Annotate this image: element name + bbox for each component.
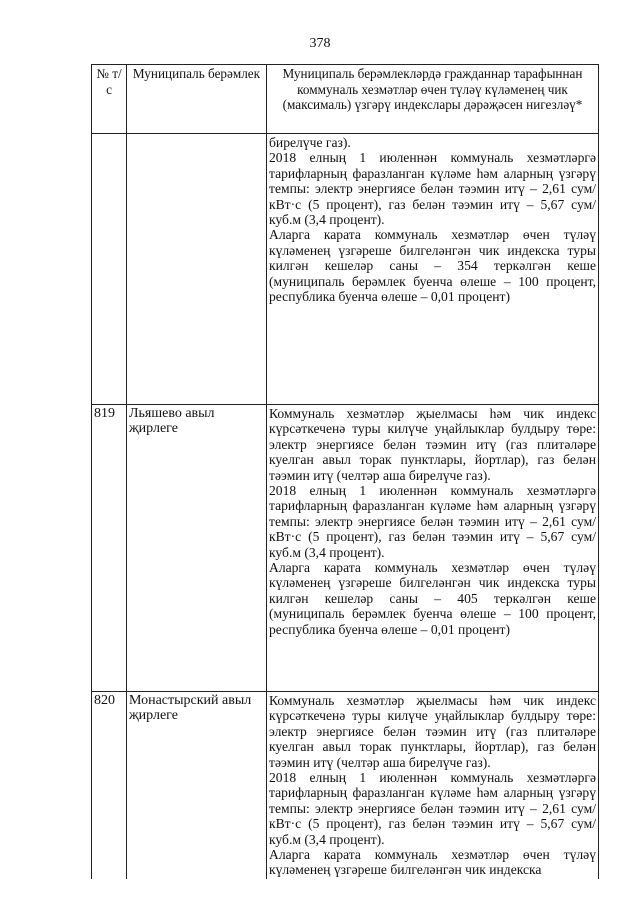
paragraph: Коммуналь хезмәтләр җыелмасы һәм чик индекс күрсәткеченә туры килүче уңайлыклар булдыру төре: электр энергиясе белән тәэмин итү (газ плитәләре куелган авыл торак пунктлары, йортлар), газ белән тәэмин итү (челтәр аша бирелүче газ). xyxy=(269,406,596,483)
table-row xyxy=(92,405,599,692)
municipal-index-table xyxy=(91,64,599,879)
municipality-cell: Монастырский авыл җирлеге xyxy=(127,692,267,879)
municipality-cell: Льяшево авыл җирлеге xyxy=(127,405,267,692)
header-number: № т/с xyxy=(92,65,127,134)
paragraph: Аларга карата коммуналь хезмәтләр өчен түләү күләменең үзгәреше билгеләнгән чик индекска туры килгән кешеләр саны – 405 теркәлгән кеше (муниципаль берәмлек буенча өлеше – 100 процент, республика буенча өлеше – 0,01 процент) xyxy=(269,560,596,637)
table-row xyxy=(92,692,599,879)
header-description: Муниципаль берәмлекләрдә гражданнар тарафыннан коммуналь хезмәтләр өчен түләү күләменең чик (максималь) үзгәрү индекслары дәрәҗәсен нигезләү* xyxy=(267,65,599,134)
paragraph: Аларга карата коммуналь хезмәтләр өчен түләү күләменең үзгәреше билгеләнгән чик индекска xyxy=(269,847,596,878)
header-municipality: Муниципаль берәмлек xyxy=(127,65,267,134)
paragraph: бирелүче газ). xyxy=(269,135,351,150)
page-number: 378 xyxy=(309,36,331,51)
description-cell xyxy=(267,134,599,405)
table-header-row xyxy=(92,65,599,134)
row-number-cell xyxy=(92,134,127,405)
row-number-cell: 819 xyxy=(92,405,127,692)
municipality-cell xyxy=(127,134,267,405)
paragraph: Коммуналь хезмәтләр җыелмасы һәм чик индекс күрсәткеченә туры килүче уңайлыклар булдыру төре: электр энергиясе белән тәэмин итү (газ плитәләре куелган авыл торак пунктлары, йортлар), газ белән тәэмин итү (челтәр аша бирелүче газ). xyxy=(269,693,596,770)
paragraph: Аларга карата коммуналь хезмәтләр өчен түләү күләменең үзгәреше билгеләнгән чик индекска туры килгән кешеләр саны – 354 теркәлгән кеше (муниципаль берәмлек буенча өлеше – 100 процент, республика буенча өлеше – 0,01 процент) xyxy=(269,227,596,305)
description-cell xyxy=(267,405,599,692)
description-cell xyxy=(267,692,599,879)
paragraph: 2018 елның 1 июленнән коммуналь хезмәтләргә тарифларның фаразланган күләме һәм аларның үзгәрү темпы: электр энергиясе белән тәэмин итү – 2,61 сум/кВт·с (5 процент), газ белән тәэмин итү – 5,67 сум/куб.м (3,4 процент). xyxy=(269,483,596,560)
paragraph: 2018 елның 1 июленнән коммуналь хезмәтләргә тарифларның фаразланган күләме һәм аларның үзгәрү темпы: электр энергиясе белән тәэмин итү – 2,61 сум/кВт·с (5 процент), газ белән тәэмин итү – 5,67 сум/куб.м (3,4 процент). xyxy=(269,150,596,228)
table-row-continuation xyxy=(92,134,599,405)
row-number-cell: 820 xyxy=(92,692,127,879)
paragraph: 2018 елның 1 июленнән коммуналь хезмәтләргә тарифларның фаразланган күләме һәм аларның үзгәрү темпы: электр энергиясе белән тәэмин итү – 2,61 сум/кВт·с (5 процент), газ белән тәэмин итү – 5,67 сум/куб.м (3,4 процент). xyxy=(269,770,596,847)
